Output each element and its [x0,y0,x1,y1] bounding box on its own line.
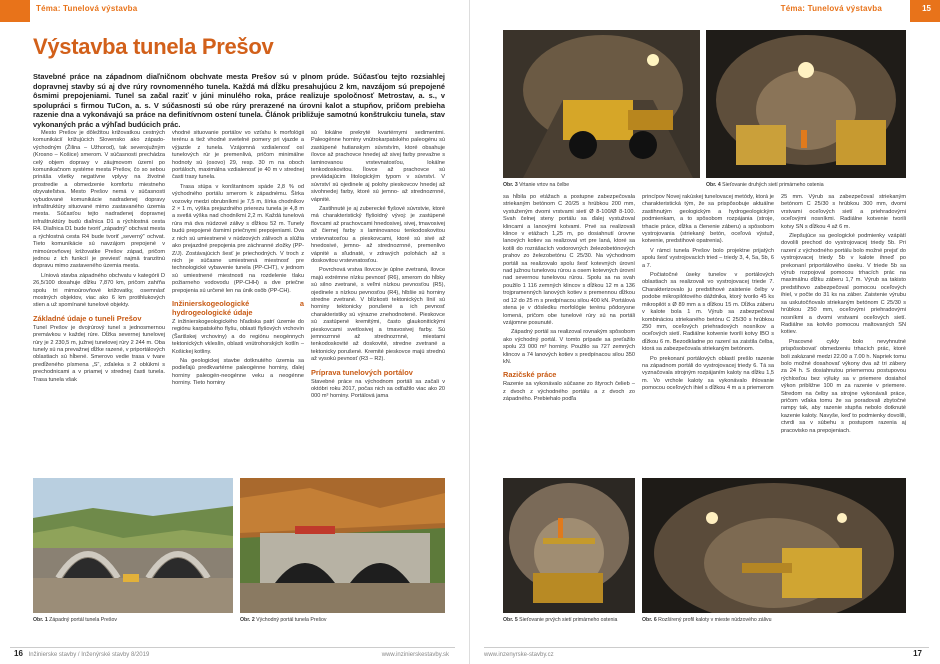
subheading: Inžinierskogeologické a hydrogeologické údaje [172,298,304,317]
caption-photo-4 [706,182,824,188]
page-number: 16 [14,649,23,658]
paragraph: Povrchová vrstva ílovcov je úplne zvetraná, ílovce majú extrémne nízku pevnosť (R6), smerom do hĺbky sú silno zvetrané, s veľmi nízkou pevnosťou (R5), ojedinele s nízkou pevnosťou (R4), hlbšie sú horniny stredne zvetrané. V blízkosti tektonických línií sú horniny tektonicky porušené a ich pevnosť charakteristiky sú výrazne znehodnotené. Pieskovce sú zastúpené kremitými, často glaukonitickými pieskovcami svetlosivej a tmavosivej farby. Sú jemnozrnné až strednozrnné, miestami tenkodoskovité až doskovité, stredne zvetrané a tektonicky porušené. Kremité pieskovce majú strednú až vysokú pevnosť (R3 – R2). [311,267,445,363]
caption-photo-6 [642,617,771,623]
footer-right [913,649,926,658]
footer-left [14,649,149,658]
caption-text: Sieťovanie prvých sietí primárneho ostenia [517,617,618,623]
article-title: Výstavba tunela Prešov [33,34,274,59]
photo-east-portal-image [240,478,445,613]
caption-photo-5 [503,617,617,623]
photo-drilling-image [503,30,700,178]
paragraph: Trasa stúpa v konštantnom spáde 2,8 % od východného portálu smerom k západnému. Šírka vozovky medzi obrubníkmi je 7,5 m, šírka chodníkov 2 × 1 m, výška prejazdného prierezu tunela je 4,8 m a svetlá výška nad chodníkmi 2,2 m. Každá tunelová rúra má dva núdzové zálivy s dĺžkou 52 m. Tunely budú prepojené ôsmimi priečnymi prepojeniami. Dva z nich sú umiestnené v núdzových zálivoch a slúžia ako prejazdné prepojenia pre záchranné zložky (PP-Z/J). Zostávajúcich šesť je priechodných. V troch z nich je súčasne umiestnená miestnosť pre technologické vybavenie tunela (PP-CHT), v jednom sú umiestnené miestnosti na rozdelenie tlaku požiarneho vodovodu (PP-CHH) a dve priečne prepojenia sú určené len na únik osôb (PP-CH). [172,183,304,294]
footer-url[interactable]: www.inzinierskestavby.sk [381,652,449,658]
photo-mesh-image [706,30,906,178]
paragraph: princípov Novej rakúskej tunelovacej metódy, ktorá je charakteristická tým, že sa prispôsobuje aktuálne zastihnutým geologickým a hydrogeologickým podmienkam, a to spôsobom rozpájania (stroje, trhacie práce, dĺžka a členenie záberu) a spôsobom vystrojovania (striekaný betón, oceľová výstuž, kotvenie, predstihové opatrenia). [642,194,774,245]
paragraph: 25 mm. Výrub sa zabezpečoval striekaným betónom C 25/30 s hrúbkou 300 mm, dvomi vrstvami oceľových sietí a priehradovými oceľovými nosníkmi. Radiálne kotvenie tvorili kotvy SN s dĺžkou 4 až 6 m. [781,194,906,230]
photo-west-portal [33,478,233,613]
paragraph: Z inžinierskogeologického hľadiska patrí územie do regiónu karpatského flyšu, oblasti flyšových vrchovín (Šarišskej vrchoviny) a do regiónu neogénnych tektonických vkleslín, oblasti vnútrohorských kotlín – Košickej kotliny. [172,318,304,355]
caption-photo-1 [33,617,117,623]
caption-text: Vrtanie vrtov na čelbe [517,182,570,188]
photo-widened-profile [642,478,906,613]
caption-number: Obr. 6 [642,617,657,623]
photo-first-mesh [503,478,635,613]
column-3 [311,130,445,403]
paragraph: Líniová stavba západného obchvatu v kategórii D 26,5/100 dosahuje dĺžku 7,870 km, pričom zahŕňa spolu tri mimoúrovňové križovatky, osemnásť mostných objektov, viac ako 6 km protihlukových stien a už spomínané tunelové objekty. [33,272,165,309]
footer-url[interactable]: www.inzenyrske-stavby.cz [484,652,554,658]
paragraph: Zastihnuté je aj zuberecké flyšové súvrstvie, ktoré má charakteristický flyšoidný vývoj: je zastúpené flovcami až prachovcami hnedosivej, sivej, tmavosivej až čiernej farby s laminovanou tenkodoskovitou vrstevnatosťou a pieskovcami, ktoré sú sivé až hnedosivé, jemno- až strednozrnné, premenlivo vápnité a sľudnaté, v zdravých polohách až s doskovitou vrstevnatosťou. [311,206,445,264]
paragraph: V rámci tunela Prešov bolo projektne prijatých spolu šesť vystrojovacích tried – triedy 3, 4, 5a, 5b, 6 a 7. [642,247,774,269]
paragraph: sú lokálne prekryté kvartérnymi sedimentmi. Paleogénne horniny vnútrokarpatského paleogénu sú zastúpené hutianskym súvrstvím, ktoré obsahuje ílovce až prachovce hnedej až sivej farby prevažne s laminovanou vrstevnatosťou, lokálne tenkodoskovitou. Ílovce až prachovce sú prevládajúcim litologickým typom v súvrství. V súvrství sú ojedinele aj polohy pieskovcov hnedej až sivohnedej farby, ktoré sú jemno- až strednozrnné, vápnité. [311,130,445,203]
paragraph: sa hĺbila po etážach a postupne zabezpečovala striekaným betónom C 20/25 s hrúbkou 200 mm, vystuženým dvomi vrstvami sietí Ø 8-100/Ø 8-100. Svah čelnej steny portálu sa ďalej vystužoval klincami a lanovými kotvami. Prvé sa realizovali klince v etážach 1,25 m, po dosiahnutí úrovne lanových kotiev sa realizoval vrt pre laná, ktoré sa kotili do rozrášacích vodorovných železobetónových prahov zo železobetónu C 25/30. Na východnom portáli sa realizovalo spolu šesť kotevných úrovní nad južnou tunelovou rúrou a osem kotevných úrovní nad severnou tunelovou rúrou. Spolu sa na svah použilo 1 116 zemných klincov s dĺžkou 12 m a 136 trojpramenných lanových kotiev s premennou dĺžkou od 12 do 25 m s predpínacou silou 400 kN. Portálová stena je v dôsledku morfológie terénu pôdorysne lomená, pričom obe tunelové rúry sú na portáli vzájomne posunuté. [503,194,635,326]
journal-name: Inžinierske stavby / Inženýrské stavby [28,652,130,658]
column-1 [33,130,165,386]
photo-drilling [503,30,700,178]
caption-number: Obr. 3 [503,182,518,188]
paragraph: Pracovné cykly bolo nevyhnutné prispôsobovať obmedzeniu trhacích prác, ktoré boli zakázané medzi 22.00 a 7.00 h. Napriek tomu bolo možné dosahovať výkony dva až tri zábery za 24 h. S dosiahnutou priemernou postupovou rýchlosťou bez výluky sa v priemere dosiahol výkon približne 100 m za razenie v priemere. Stredom na čelby sa strojne vykonávali práce, pričom vďaka tomu že sa poradovali zbytočné rampy tak, aby razenie stupňa nebolo dotknuté kazenie kaloty. Navyše, keď to podmienky dovolili, ctvrdi sa v súbehu s postupom razenia aj pracovisko na prepojeniach. [781,338,906,434]
section-label: Téma: Tunelová výstavba [36,4,138,13]
caption-number: Obr. 5 [503,617,518,623]
paragraph: Stavebné práce na východnom portáli sa začali v októbri roku 2017, počas nich sa odťažilo viac ako 20 000 m³ horniny. Portálová jama [311,378,445,400]
paragraph: Po prekonaní portálových oblastí prešlo razenie na západnom portáli do vystrojovacej triedy 6. Tá sa vyznačovala strojným rozpájaním kaloty na dĺžku 1,5 m. Vo vrchole kaloty sa vykonávalo ihlovanie pomocou oceľových ihiel s dĺžkou 4 m a s priemerom [642,355,774,392]
photo-widened-profile-image [642,478,906,613]
page-number-top: 15 [922,4,931,13]
caption-text: Sieťovanie druhých sietí primárneho ostenia [720,182,824,188]
paragraph: Zlepšujúce sa geologické podmienky vzápätí dovolili prechod do vystrojovacej triedy 5b. Pri razení z východného portálu bolo možné prejsť do vystrojovacej triedy 5b v kalote ihneď po prekonaní priportálového úseku. V triede 5b sa výrub rozpojoval pomocou trhacích prác na maximálnu dĺžku záberu 1,7 m. Výrub sa takisto predstihovo zabezpečoval pomocou oceľových ihiel, v počte do 31 ks na záber. Zaistenie výrubu sa uskutočňovalo striekaným betónom C 25/30 s hrúbkou 250 mm, oceľovými priehradovými nosníkmi a dvomi vrstvami oceľových sietí. Radiálne sa kotvilo pomocou maltovaných SN kotiev. [781,233,906,336]
paragraph: Mesto Prešov je dôležitou križovatkou cestných komunikácií križujúcich Slovensko ako západo-východným (Žilina – Užhorod), tak severojužným (Krosno – Košice) smerom. V súčasnosti prechádza celý objem dopravy v záujmovom území po komunikačnom systéme mesta Prešov, čo so sebou prináša všetky negatívne vplyvy na životné prostredie a obmedzenie komfortu miestneho obyvateľstva. Mesto Prešov nemá v súčasnosti vybudované komunikácie nadradenej dopravy infraštruktúry situované mimo zastavaného územia mesta. Súčasťou tejto nadradenej dopravnej infraštruktúry budú diaľnica D1 a rýchlostná cesta R4. Diaľnica D1 bude tvoriť „západný“ obchvat mesta a rýchlostná cesta R4 bude tvoriť „severný“ ochvat. Tieto komunikácie sú navzájom prepojené v mimoúrovňovej križovatke Prešov západ, pričom jednou z ich funkcií je previesť najmä tranzitnú dopravu mimo zastaveného územia mesta. [33,130,165,270]
caption-number: Obr. 2 [240,617,255,623]
caption-number: Obr. 4 [706,182,721,188]
issue: 8/2019 [130,652,150,658]
caption-photo-3 [503,182,569,188]
footer-rule [10,647,455,648]
caption-text: Východný portál tunela Prešov [254,617,327,623]
caption-number: Obr. 1 [33,617,48,623]
paragraph: vhodné situovanie portálov vo vzťahu k morfológii terénu a tiež vhodné svetelné pomery pri vjazde a výjazde z tunela. Vzájomná vzdialenosť osí tunelových rúr je premenlivá, pričom minimálne hodnoty sú (osovo) 29, resp. 30 m na oboch portáloch, maximálna vzdialenosť je 40 m v strednej časti trasy tunela. [172,130,304,181]
subheading: Razičské práce [503,370,557,380]
photo-first-mesh-image [503,478,635,613]
photo-mesh [706,30,906,178]
paragraph: Počiatočné úseky tunelov v portálových oblastiach sa realizovali vo vystrojovacej triede 7. Charakterizovalo ju predstihové zaistenie čelby v podobe mikropilótového dáždnika, ktorý tvorilo 45 ks mikropilót s Ø 89 mm a s dĺžkou 15 m. Dĺžka záberu v kalote bola 1 m. Výrub sa zabezpečoval kombináciou striekaného betónu C 25/30 s hrúbkou 250 mm, oceľových priehradových nosníkov a oceľových sietí. Radiálne kotvenie tvorili kotvy IBO s dĺžkou 6 m. Bezodkladne po razení sa zaistila čelba, ktorá sa zabezpečovala striekaným betónom. [642,272,774,353]
caption-photo-2 [240,617,327,623]
header-bar [0,0,30,22]
subheading: Základné údaje o tuneli Prešov [33,313,142,323]
paragraph: Tunel Prešov je dvojrúrový tunel s jednosmernou premávkou v každej rúre. Dĺžka severnej tunelovej rúry je 2 230,5 m, južnej tunelovej rúry 2 244 m. Oba tunely sú na prevažnej dĺžke razené, v priportálových oblastiach sú hĺbené. Smerovo vedie trasa v tvare predĺženého písmena „S“, zďaleka s 2 oblúkmi s prechodnicami a v priamej v strednej časti tunela. Trasa tunela však [33,324,165,383]
paragraph: Razenie sa vykonávalo súčasne zo štyroch čelieb – z dvoch z východného portálu a z dvoch zo západného. Prebiehalo podľa [503,381,635,403]
page-number: 17 [913,649,922,658]
subheading: Príprava tunelových portálov [311,367,413,377]
article-lead: Stavebné práce na západnom diaľničnom obchvate mesta Prešov sú v plnom prúde. Súčasťou tejto rozsiahlej dopravnej stavby sú aj dve rúry rovnomenného tunela. Každá má dĺžku presahujúcu 2 km, navzájom sú prepojené ôsmimi prepojeniami. Tunel sa začal raziť v júni minulého roka, práce realizuje spoločnosť Metrostav, a. s., v spolupráci s firmou TuCon, a. s. V súčasnosti sú obe rúry prerazené na úrovni kalot a stupňov, pričom prebieha razenie dna a vykonávajú sa práce na definitívnom ostení tunela. Článok približuje samotnú konštrukciu tunela, stav vykonaných prác a výhľad budúcich prác. [33,72,445,129]
paragraph: Na geologickej stavbe dotknutého územia sa podieľajú predkvartérne paleogénne horniny, ďalej horniny paleogén-neogénne veku a neogénne horniny. Tieto horniny [172,357,304,387]
photo-east-portal [240,478,445,613]
column-6 [781,194,906,437]
right-page [470,0,940,664]
section-label: Téma: Tunelová výstavba [780,4,882,13]
footer-rule [484,647,929,648]
caption-text: Rozšírený profil kaloty v mieste núdzového zálivu [656,617,772,623]
column-4 [503,194,635,406]
column-2 [172,130,304,390]
photo-west-portal-image [33,478,233,613]
caption-text: Západný portál tunela Prešov [47,617,117,623]
paragraph: Západný portál sa realizoval rovnakým spôsobom ako východný portál. V tomto prípade sa preťažilo spolu 23 000 m³ horniny. Použilo sa 727 zemných klincov a 74 lanových kotiev s predpínacou silou 350 kN. [503,329,635,365]
column-5 [642,194,774,395]
